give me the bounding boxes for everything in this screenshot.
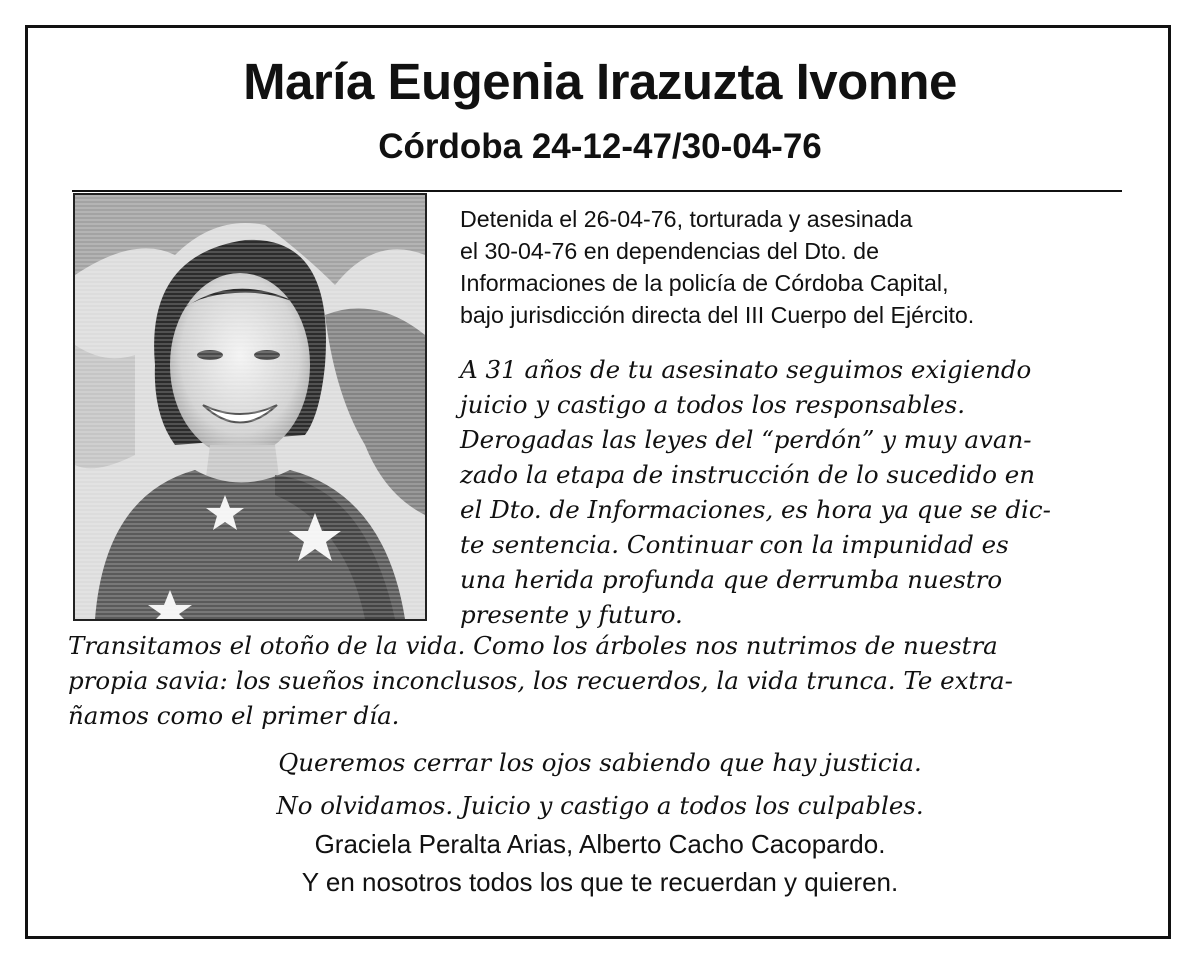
detail-line: Informaciones de la policía de Córdoba Capital, (460, 270, 949, 296)
message-line: una herida profunda que derrumba nuestro (460, 565, 1003, 594)
message-line: zado la etapa de instrucción de lo sucedido en (460, 460, 1036, 489)
message-line: el Dto. de Informaciones, es hora ya que se dic- (460, 495, 1051, 524)
remembrance-line: propia savia: los sueños inconclusos, los recuerdos, la vida trunca. Te extra- (68, 666, 1013, 695)
remembrance-line: ñamos como el primer día. (68, 701, 400, 730)
signature-line: Y en nosotros todos los que te recuerdan y quieren. (301, 867, 899, 897)
portrait-photo (73, 193, 427, 621)
justice-message (460, 352, 1140, 632)
message-line: juicio y castigo a todos los responsables. (460, 390, 966, 419)
signatories (0, 825, 1200, 901)
closing-line: No olvidamos. Juicio y castigo a todos los culpables. (276, 791, 924, 820)
message-line: Derogadas las leyes del “perdón” y muy avan- (460, 425, 1032, 454)
person-name: María Eugenia Irazuzta Ivonne (243, 53, 957, 110)
signature-line: Graciela Peralta Arias, Alberto Cacho Cacopardo. (314, 829, 886, 859)
message-line: A 31 años de tu asesinato seguimos exigiendo (460, 355, 1032, 384)
divider-rule (72, 190, 1122, 192)
portrait-photo-illustration (75, 195, 425, 619)
detail-line: bajo jurisdicción directa del III Cuerpo del Ejército. (460, 302, 975, 328)
remembrance-paragraph (68, 628, 1148, 733)
closing-line: Queremos cerrar los ojos sabiendo que hay justicia. (278, 748, 922, 777)
birth-death-dates: Córdoba 24-12-47/30-04-76 (378, 127, 822, 166)
message-line: presente y futuro. (460, 600, 683, 629)
detail-line: Detenida el 26-04-76, torturada y asesinada (460, 206, 913, 232)
detention-details (460, 203, 1140, 331)
message-line: te sentencia. Continuar con la impunidad es (460, 530, 1009, 559)
remembrance-line: Transitamos el otoño de la vida. Como los árboles nos nutrimos de nuestra (68, 631, 998, 660)
detail-line: el 30-04-76 en dependencias del Dto. de (460, 238, 879, 264)
closing-statement (0, 741, 1200, 827)
